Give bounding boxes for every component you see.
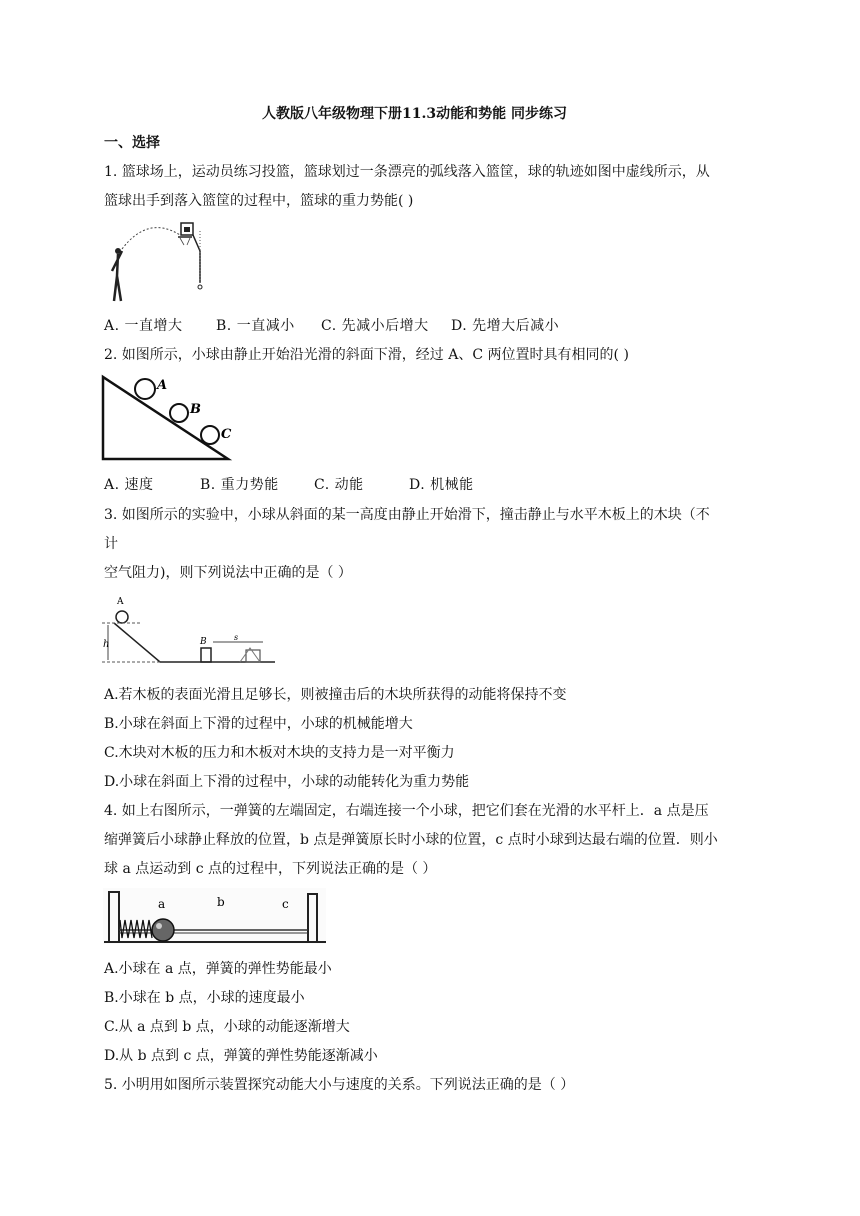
q2-option-b: B. 重力势能: [200, 477, 279, 493]
q1-option-a: A. 一直增大: [104, 318, 183, 334]
q4-option-d: D.从 b 点到 c 点，弹簧的弹性势能逐渐减小: [104, 1048, 378, 1064]
page-title: 人教版八年级物理下册11.3动能和势能 同步练习: [262, 106, 567, 122]
section-heading: 一、选择: [104, 135, 160, 151]
q1-text-line2: 篮球出手到落入篮筐的过程中，篮球的重力势能( ): [104, 193, 414, 209]
q3-option-b: B.小球在斜面上下滑的过程中，小球的机械能增大: [104, 716, 413, 732]
q3-option-c: C.木块对木板的压力和木板对木块的支持力是一对平衡力: [104, 745, 455, 761]
q4-label-a: a: [158, 897, 166, 911]
q2-option-c: C. 动能: [314, 477, 364, 493]
q1-text-line1: 1. 篮球场上，运动员练习投篮，篮球划过一条漂亮的弧线落入篮筐，球的轨迹如图中虚线所示，从: [104, 164, 710, 180]
q3-text-line3: 空气阻力)，则下列说法中正确的是（ ）: [104, 565, 352, 581]
q4-text-line2: 缩弹簧后小球静止释放的位置，b 点是弹簧原长时小球的位置，c 点时小球到达最右端的位置．则小: [104, 832, 718, 848]
q4-text-line3: 球 a 点运动到 c 点的过程中，下列说法正确的是（ ）: [104, 861, 437, 877]
q4-option-c: C.从 a 点到 b 点，小球的动能逐渐增大: [104, 1019, 350, 1035]
q4-label-b: b: [217, 895, 225, 909]
q3-label-a: A: [117, 597, 124, 607]
q4-label-c: c: [282, 897, 289, 911]
q2-text: 2. 如图所示，小球由静止开始沿光滑的斜面下滑，经过 A、C 两位置时具有相同的( ): [104, 347, 629, 363]
q5-text: 5. 小明用如图所示装置探究动能大小与速度的关系。下列说法正确的是（ ）: [104, 1077, 575, 1093]
q3-text-line1: 3. 如图所示的实验中，小球从斜面的某一高度由静止开始滑下，撞击静止与水平木板上的木块（不: [104, 507, 710, 523]
q3-text-line2: 计: [104, 536, 118, 552]
q4-text-line1: 4. 如上右图所示，一弹簧的左端固定，右端连接一个小球，把它们套在光滑的水平杆上．a 点是压: [104, 803, 709, 819]
q2-option-a: A. 速度: [104, 477, 154, 493]
q2-label-a: A: [157, 378, 168, 393]
q2-label-c: C: [221, 427, 232, 442]
q2-option-d: D. 机械能: [409, 477, 474, 493]
q2-label-b: B: [190, 402, 201, 417]
q3-label-h: h: [103, 639, 110, 650]
q1-option-d: D. 先增大后减小: [451, 318, 560, 334]
q3-label-b: B: [200, 637, 207, 647]
q4-option-b: B.小球在 b 点，小球的速度最小: [104, 990, 305, 1006]
q1-basketball-figure: [108, 221, 208, 307]
q4-spring-figure: [100, 886, 330, 948]
q3-label-s: s: [234, 633, 239, 642]
q4-option-a: A.小球在 a 点，弹簧的弹性势能最小: [104, 961, 332, 977]
q1-option-c: C. 先减小后增大: [321, 318, 429, 334]
q1-option-b: B. 一直减小: [216, 318, 295, 334]
q3-option-a: A.若木板的表面光滑且足够长，则被撞击后的木块所获得的动能将保持不变: [104, 687, 567, 703]
q2-incline-figure: [100, 373, 240, 463]
q3-experiment-figure: [100, 592, 280, 666]
q3-option-d: D.小球在斜面上下滑的过程中，小球的动能转化为重力势能: [104, 774, 470, 790]
